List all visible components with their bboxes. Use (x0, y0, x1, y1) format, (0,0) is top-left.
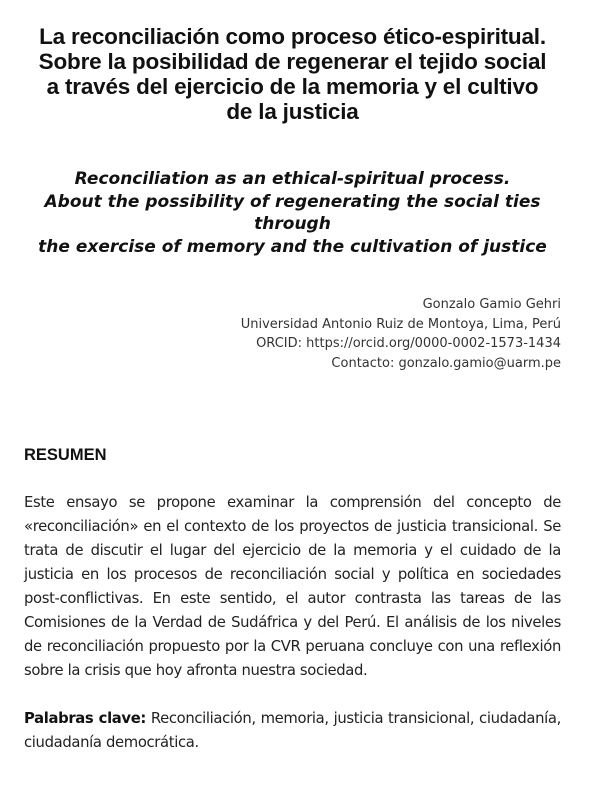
author-affiliation: Universidad Antonio Ruiz de Montoya, Lima, Perú (240, 316, 561, 332)
author-block (24, 295, 561, 373)
title-line: de la justicia (226, 99, 359, 124)
subtitle-line: the exercise of memory and the cultivation of justice (38, 236, 547, 257)
paper-first-page (24, 24, 561, 755)
keywords-label: Palabras clave: (24, 710, 146, 727)
subtitle-line: Reconciliation as an ethical-spiritual process. (74, 169, 511, 189)
author-orcid: ORCID: https://orcid.org/0000-0002-1573-1434 (256, 336, 561, 351)
paper-title (24, 24, 561, 124)
title-line: La reconciliación como proceso ético-espiritual. (39, 24, 546, 49)
abstract-heading: RESUMEN (24, 446, 107, 464)
author-contact: Contacto: gonzalo.gamio@uarm.pe (331, 355, 561, 371)
keywords-paragraph (24, 707, 561, 755)
keywords-text: Reconciliación, memoria, justicia transicional, ciudadanía, ciudadanía democrática. (24, 710, 561, 751)
subtitle-line: About the possibility of regenerating the social ties through (44, 191, 541, 234)
abstract-text: Este ensayo se propone examinar la comprensión del concepto de «reconciliación» en el contexto de los proyectos de justicia transicional. Se trata de discutir el lugar del ejercicio de la memoria y el cuidado de la justicia en los procesos de reconciliación social y política en sociedades post-conflictivas. En este sentido, el autor contrasta las tareas de las Comisiones de la Verdad de Sudáfrica y del Perú. El análisis de los niveles de reconciliación propuesto por la CVR peruana concluye con una reflexión sobre la crisis que hoy afronta nuestra sociedad. (24, 494, 561, 679)
title-line: Sobre la posibilidad de regenerar el tejido social (38, 49, 547, 74)
paper-english-title (24, 168, 561, 258)
title-line: a través del ejercicio de la memoria y el cultivo (46, 74, 539, 99)
author-name: Gonzalo Gamio Gehri (422, 297, 561, 312)
